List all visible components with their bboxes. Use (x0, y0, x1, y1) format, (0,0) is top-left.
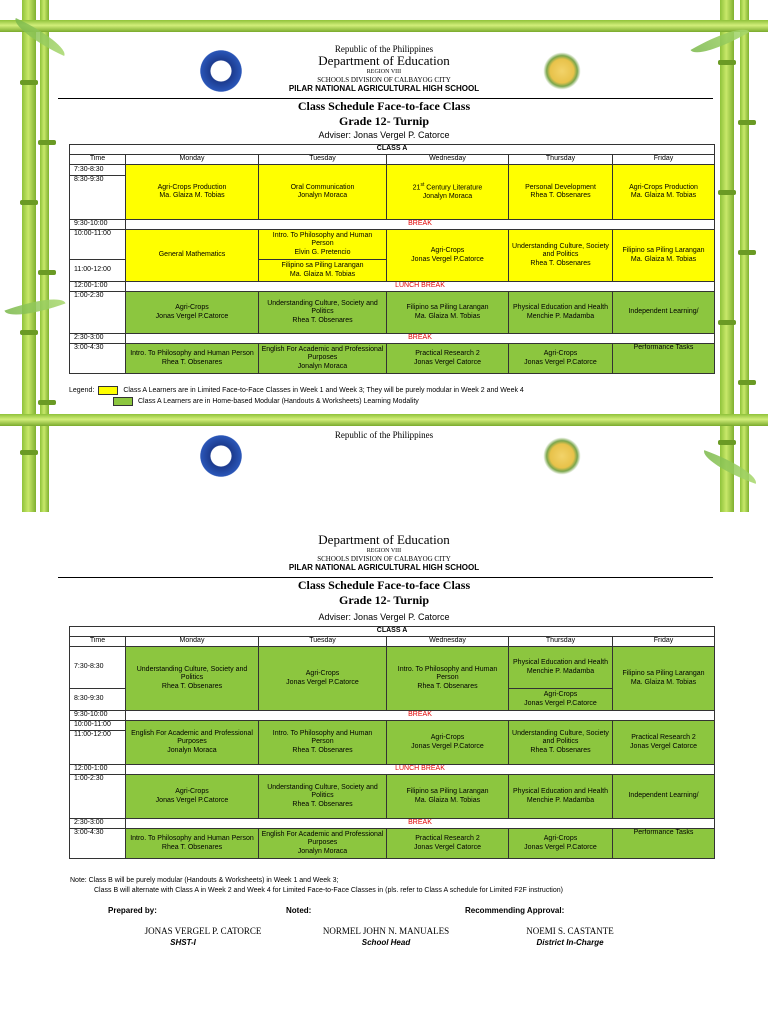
time-cell: 11:00-12:00 (70, 731, 126, 765)
table-row (70, 721, 715, 731)
schedule-table (69, 144, 715, 374)
region-text: REGION VIII (366, 547, 402, 554)
legend-text-green: Class A Learners are in Home-based Modular (Handouts & Worksheets) Learning Modality (138, 398, 419, 405)
school-name: PILAR NATIONAL AGRICULTURAL HIGH SCHOOL (288, 84, 480, 94)
grade-text: Grade 12- Turnip (338, 114, 430, 128)
class-cell: Agri-Crops Jonas Vergel P.Catorce (387, 721, 509, 765)
class-cell: Understanding Culture, Society and Politics Rhea T. Obsenares (259, 292, 387, 334)
break-label: BREAK (126, 711, 715, 721)
col-time: Time (70, 637, 126, 647)
class-cell: Filipino sa Piling Larangan Ma. Glaiza M. Tobias (387, 775, 509, 819)
col-friday: Friday (613, 155, 715, 165)
recommending-name: NOEMI S. CASTANTE (526, 926, 614, 936)
class-cell: Personal Development Rhea T. Obsenares (509, 165, 613, 220)
class-cell: Understanding Culture, Society and Politics Rhea T. Obsenares (259, 775, 387, 819)
time-cell: 11:00-12:00 (70, 260, 126, 282)
break-label: BREAK (126, 220, 715, 230)
class-cell: Physical Education and Health Menchie P. Madamba (509, 292, 613, 334)
time-cell: 3:00-4:30 (70, 829, 126, 859)
legend-swatch-yellow (98, 386, 118, 395)
class-cell: Practical Research 2 Jonas Vergel Catorce (613, 721, 715, 765)
col-tuesday: Tuesday (259, 155, 387, 165)
col-monday: Monday (126, 637, 259, 647)
department-text: Department of Education (318, 53, 450, 69)
grade-text: Grade 12- Turnip (338, 593, 430, 607)
legend (69, 385, 524, 407)
class-cell: Agri-Crops Jonas Vergel P.Catorce (126, 292, 259, 334)
table-row (70, 344, 715, 374)
class-cell: Performance Tasks (613, 344, 715, 374)
col-tuesday: Tuesday (259, 637, 387, 647)
table-row (70, 165, 715, 176)
time-cell: 3:00-4:30 (70, 344, 126, 374)
col-friday: Friday (613, 637, 715, 647)
time-cell: 12:00-1:00 (70, 282, 126, 292)
col-monday: Monday (126, 155, 259, 165)
division-text: SCHOOLS DIVISION OF CALBAYOG CITY (317, 76, 451, 85)
class-cell: Independent Learning/ (613, 775, 715, 819)
time-cell: 9:30-10:00 (70, 711, 126, 721)
header-row (70, 155, 715, 165)
time-cell: 7:30-8:30 (70, 647, 126, 689)
bamboo-bar-top (0, 20, 768, 32)
col-thursday: Thursday (509, 637, 613, 647)
school-name: PILAR NATIONAL AGRICULTURAL HIGH SCHOOL (288, 562, 480, 572)
adviser-text: Adviser: Jonas Vergel P. Catorce (318, 612, 450, 622)
class-cell: Practical Research 2 Jonas Vergel Catorce (387, 344, 509, 374)
recommending-label: Recommending Approval: (465, 906, 565, 915)
time-cell: 8:30-9:30 (70, 176, 126, 220)
class-cell: Agri-Crops Jonas Vergel P.Catorce (509, 344, 613, 374)
class-cell: Agri-Crops Jonas Vergel P.Catorce (259, 647, 387, 711)
class-cell: English For Academic and Professional Purposes Jonalyn Moraca (259, 829, 387, 859)
class-cell: English For Academic and Professional Purposes Jonalyn Moraca (259, 344, 387, 374)
legend-text-yellow: Class A Learners are in Limited Face-to-Face Classes in Week 1 and Week 3; They will be purely modular in Week 2 and Week 4 (123, 387, 524, 394)
class-cell: Agri-Crops Production Ma. Glaiza M. Tobias (126, 165, 259, 220)
col-thursday: Thursday (509, 155, 613, 165)
class-cell: Understanding Culture, Society and Politics Rhea T. Obsenares (509, 721, 613, 765)
table-row (70, 647, 715, 689)
footer-letterhead (0, 430, 768, 440)
class-label: CLASS A (70, 145, 715, 155)
col-wednesday: Wednesday (387, 155, 509, 165)
noted-label: Noted: (286, 906, 312, 915)
col-time: Time (70, 155, 126, 165)
republic-text: Republic of the Philippines (334, 430, 434, 440)
class-cell: Intro. To Philosophy and Human Person Elvin G. Pretencio (259, 230, 387, 260)
recommending-role: District In-Charge (536, 938, 604, 947)
table-row (70, 829, 715, 859)
legend-row-yellow (69, 385, 524, 396)
noted-role: School Head (361, 938, 411, 947)
class-cell: Performance Tasks (613, 829, 715, 859)
class-label: CLASS A (70, 627, 715, 637)
class-cell: Physical Education and Health Menchie P. Madamba (509, 775, 613, 819)
time-cell: 8:30-9:30 (70, 689, 126, 711)
class-cell: 21st Century Literature Jonalyn Moraca (387, 165, 509, 220)
class-cell: Intro. To Philosophy and Human Person Rhea T. Obsenares (259, 721, 387, 765)
time-cell: 2:30-3:00 (70, 334, 126, 344)
class-cell: Independent Learning/ (613, 292, 715, 334)
time-cell: 10:00-11:00 (70, 230, 126, 260)
schedule-title (0, 578, 768, 608)
noted-name: NORMEL JOHN N. MANUALES (322, 926, 450, 936)
class-cell: Oral Communication Jonalyn Moraca (259, 165, 387, 220)
prepared-by-label: Prepared by: (108, 906, 157, 915)
note-line-1: Note: Class B will be purely modular (Handouts & Worksheets) in Week 1 and Week 3; (70, 877, 339, 884)
division-text: SCHOOLS DIVISION OF CALBAYOG CITY (317, 554, 451, 563)
class-cell: Intro. To Philosophy and Human Person Rhea T. Obsenares (126, 829, 259, 859)
schedule-title (0, 99, 768, 129)
time-cell: 1:00-2:30 (70, 775, 126, 819)
class-cell: Filipino sa Piling Larangan Ma. Glaiza M. Tobias (613, 230, 715, 282)
break-row (70, 334, 715, 344)
break-row (70, 819, 715, 829)
legend-swatch-green (113, 397, 133, 406)
class-cell: English For Academic and Professional Purposes Jonalyn Moraca (126, 721, 259, 765)
time-cell: 1:00-2:30 (70, 292, 126, 334)
table-row (70, 230, 715, 260)
class-cell: Practical Research 2 Jonas Vergel Catorce (387, 829, 509, 859)
department-text: Department of Education (318, 532, 450, 547)
break-label: BREAK (126, 334, 715, 344)
class-cell: Understanding Culture, Society and Politics Rhea T. Obsenares (126, 647, 259, 711)
time-cell: 9:30-10:00 (70, 220, 126, 230)
table-row (70, 775, 715, 819)
class-cell: Agri-Crops Jonas Vergel P.Catorce (509, 689, 613, 711)
time-cell: 7:30-8:30 (70, 165, 126, 176)
title-text: Class Schedule Face-to-face Class (297, 578, 471, 592)
class-cell: General Mathematics (126, 230, 259, 282)
schedule-page-2 (0, 512, 768, 1024)
class-cell: Intro. To Philosophy and Human Person Rhea T. Obsenares (126, 344, 259, 374)
schedule-note (70, 876, 563, 896)
note-line-2: Class B will alternate with Class A in Week 2 and Week 4 for Limited Face-to-Face Classes in (pls. refer to Class A schedule for Limited F2F instruction) (94, 887, 563, 894)
header-row (70, 637, 715, 647)
class-cell: Agri-Crops Production Ma. Glaiza M. Tobias (613, 165, 715, 220)
letterhead (0, 533, 768, 572)
republic-text: Republic of the Philippines (334, 44, 434, 54)
legend-label: Legend: (69, 387, 95, 394)
time-cell: 12:00-1:00 (70, 765, 126, 775)
prepared-name: JONAS VERGEL P. CATORCE (144, 926, 262, 936)
class-cell: Physical Education and Health Menchie P. Madamba (509, 647, 613, 689)
lunch-row (70, 765, 715, 775)
class-cell: Filipino sa Piling Larangan Ma. Glaiza M. Tobias (613, 647, 715, 711)
bamboo-bar-bottom (0, 414, 768, 426)
table-row (70, 292, 715, 334)
adviser-text: Adviser: Jonas Vergel P. Catorce (318, 130, 450, 140)
break-label: BREAK (126, 819, 715, 829)
break-row (70, 220, 715, 230)
class-cell: Agri-Crops Jonas Vergel P.Catorce (509, 829, 613, 859)
class-cell: Agri-Crops Jonas Vergel P.Catorce (126, 775, 259, 819)
region-text: REGION VIII (366, 69, 402, 76)
class-cell: Filipino sa Piling Larangan Ma. Glaiza M. Tobias (387, 292, 509, 334)
letterhead (0, 44, 768, 93)
break-row (70, 711, 715, 721)
class-cell: Agri-Crops Jonas Vergel P.Catorce (387, 230, 509, 282)
class-cell: Intro. To Philosophy and Human Person Rhea T. Obsenares (387, 647, 509, 711)
class-cell: Understanding Culture, Society and Politics Rhea T. Obsenares (509, 230, 613, 282)
class-cell: Filipino sa Piling Larangan Ma. Glaiza M. Tobias (259, 260, 387, 282)
lunch-row (70, 282, 715, 292)
legend-row-green (69, 396, 524, 407)
col-wednesday: Wednesday (387, 637, 509, 647)
schedule-table (69, 626, 715, 859)
lunch-label: LUNCH BREAK (126, 282, 715, 292)
time-cell: 2:30-3:00 (70, 819, 126, 829)
time-cell: 10:00-11:00 (70, 721, 126, 731)
title-text: Class Schedule Face-to-face Class (297, 99, 471, 113)
prepared-role: SHST-I (170, 938, 196, 947)
lunch-label: LUNCH BREAK (126, 765, 715, 775)
